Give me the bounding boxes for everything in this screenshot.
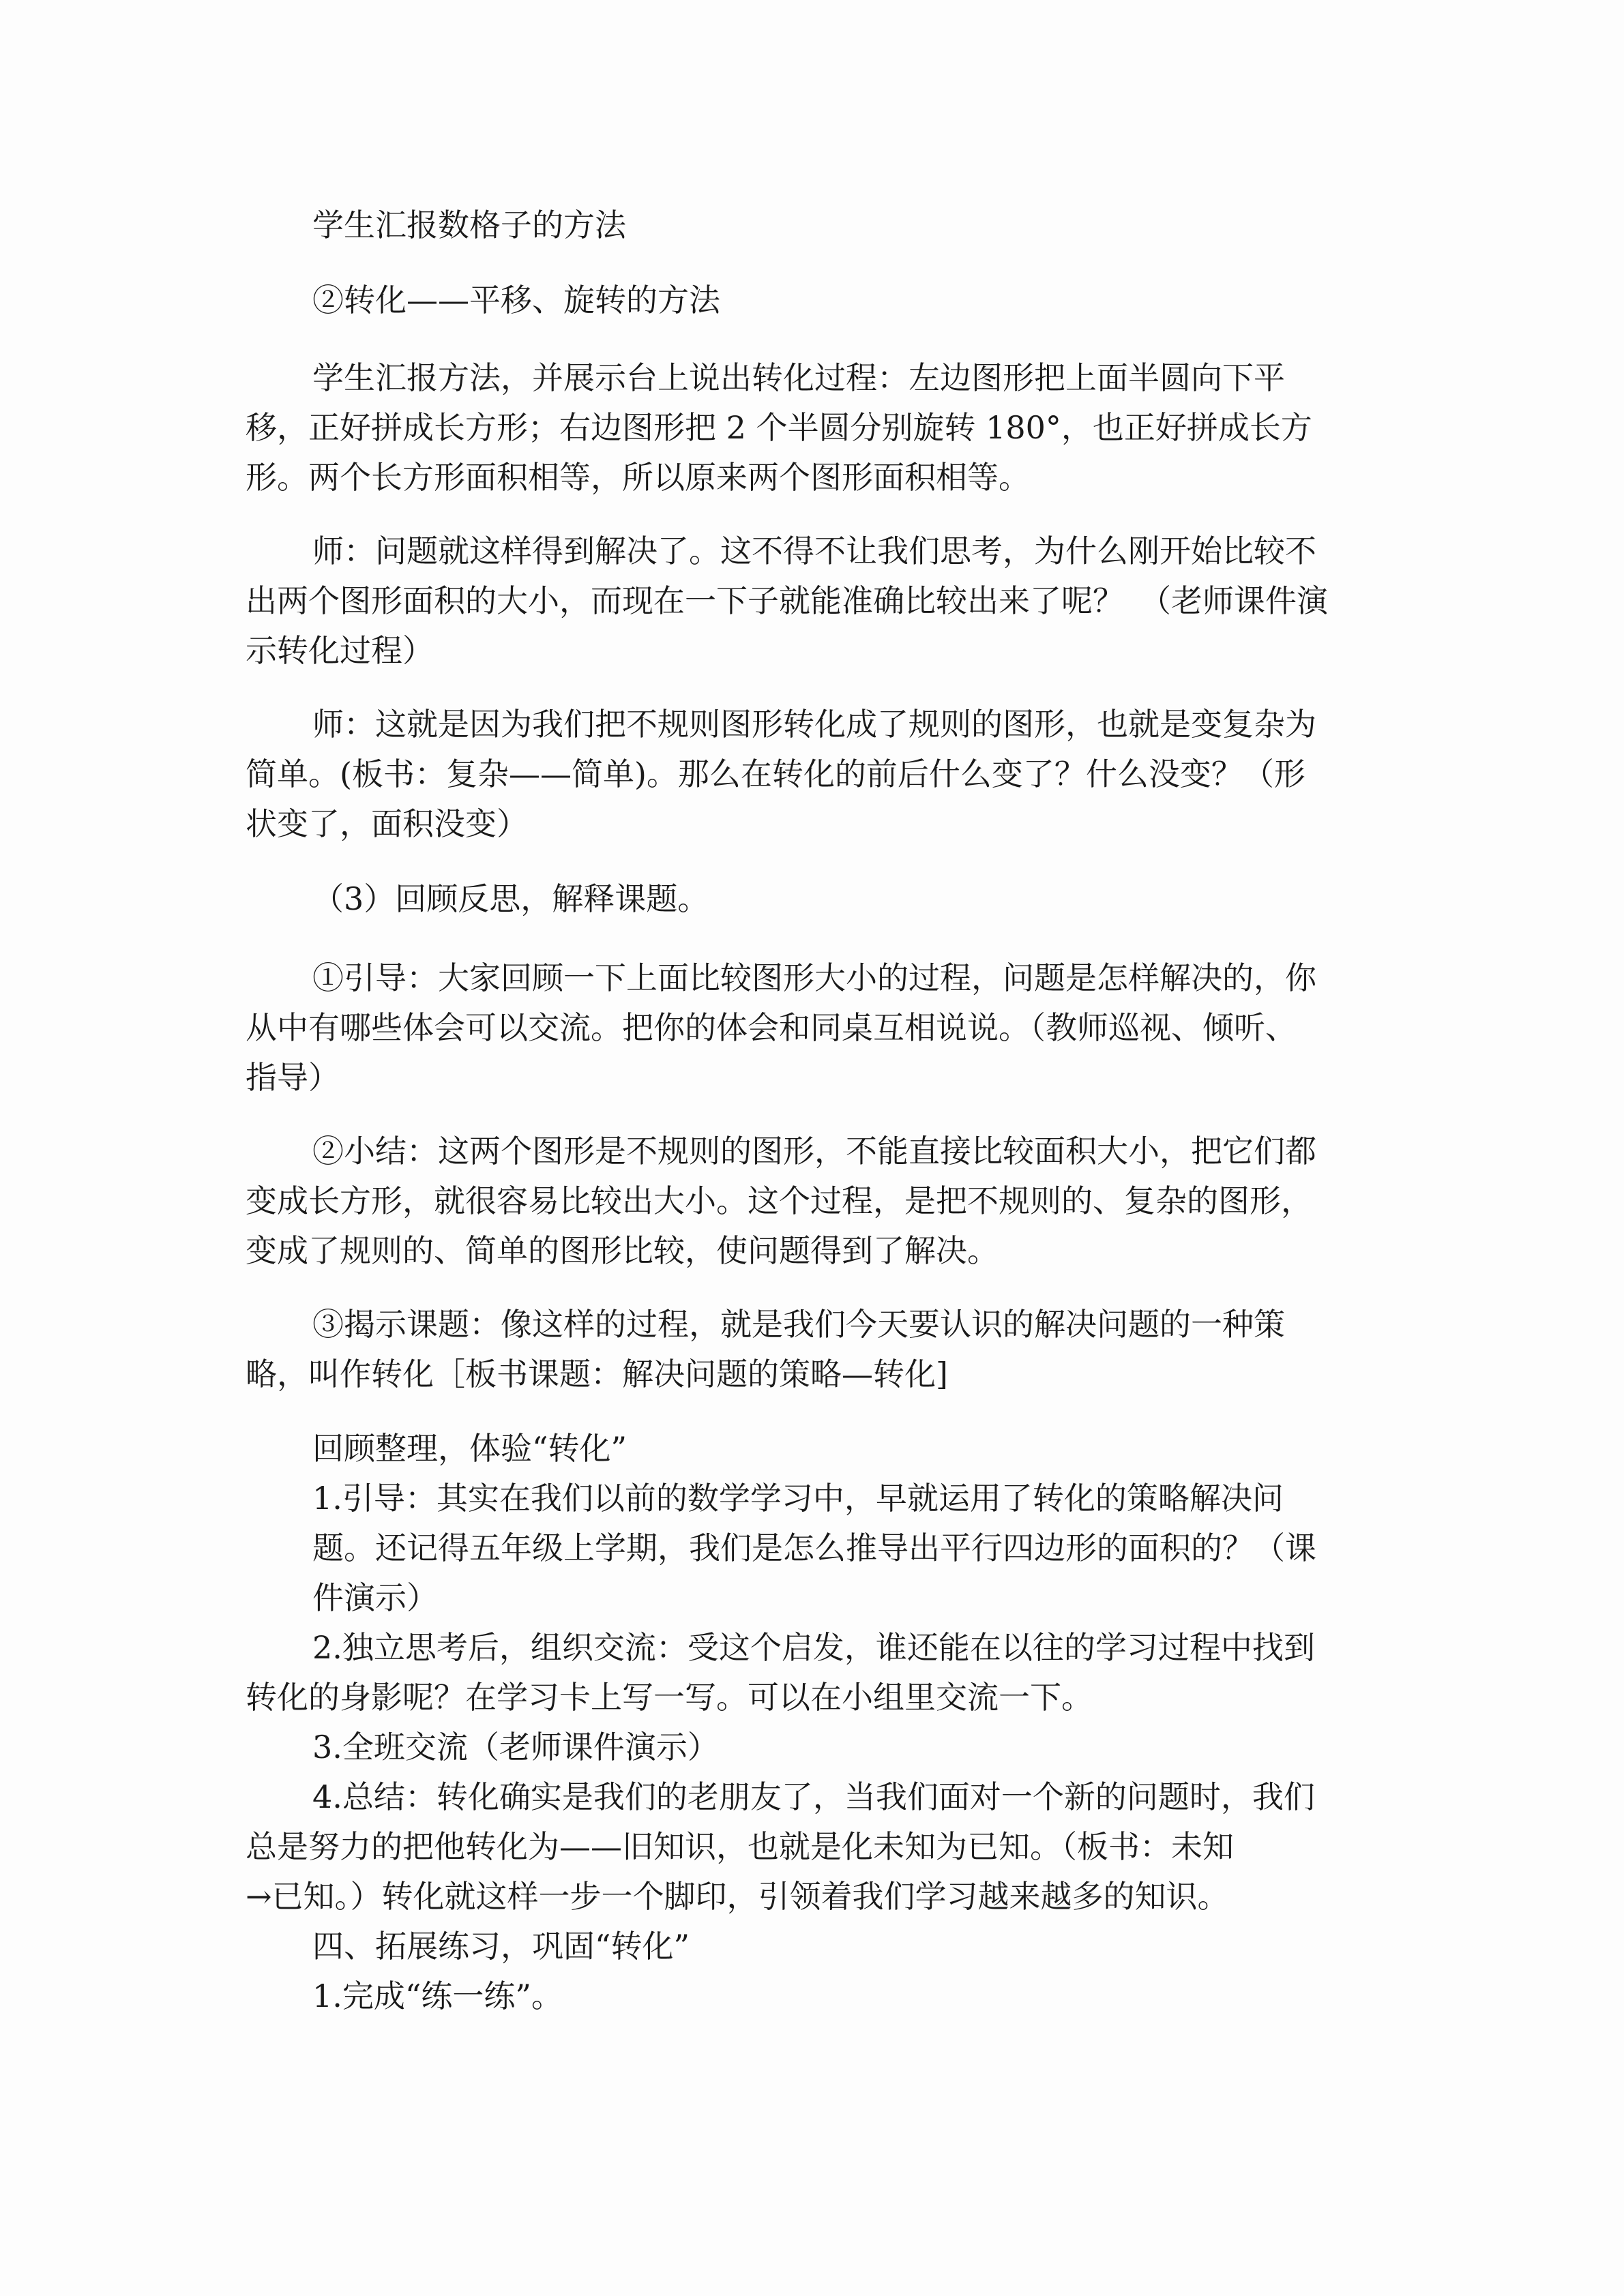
text-line: 3.全班交流（老师课件演示） bbox=[312, 1729, 719, 1765]
text-line: 件演示） bbox=[312, 1579, 438, 1616]
list-item-2 bbox=[246, 1623, 1378, 1723]
text-line: 变成了规则的、简单的图形比较，使问题得到了解决。 bbox=[246, 1232, 999, 1269]
text-line: （3）回顾反思，解释课题。 bbox=[312, 880, 709, 917]
section-heading bbox=[312, 1424, 1445, 1474]
text-line: 出两个图形面积的大小，而现在一下子就能准确比较出来了呢？ （老师课件演 bbox=[246, 582, 1328, 619]
text-line: 指导） bbox=[246, 1059, 340, 1096]
text-line: 形。两个长方形面积相等，所以原来两个图形面积相等。 bbox=[246, 459, 1030, 496]
text-line: ②小结：这两个图形是不规则的图形，不能直接比较面积大小，把它们都 bbox=[312, 1133, 1316, 1169]
text-line: 转化的身影呢？在学习卡上写一写。可以在小组里交流一下。 bbox=[246, 1679, 1093, 1716]
text-line: 2.独立思考后，组织交流：受这个启发，谁还能在以往的学习过程中找到 bbox=[312, 1629, 1315, 1666]
paragraph-7 bbox=[246, 953, 1378, 1103]
list-item-1 bbox=[246, 1474, 1378, 1623]
text-line: 简单。(板书：复杂——简单)。那么在转化的前后什么变了？什么没变？（形 bbox=[246, 756, 1305, 792]
paragraph-5 bbox=[246, 700, 1378, 849]
paragraph-8 bbox=[246, 1127, 1378, 1276]
text-line: 4.总结：转化确实是我们的老朋友了，当我们面对一个新的问题时，我们 bbox=[312, 1778, 1315, 1815]
text-line: 师：这就是因为我们把不规则图形转化成了规则的图形，也就是变复杂为 bbox=[312, 706, 1316, 743]
text-line: ②转化——平移、旋转的方法 bbox=[312, 282, 720, 318]
paragraph-4 bbox=[246, 526, 1378, 676]
text-line: 题。还记得五年级上学期，我们是怎么推导出平行四边形的面积的？（课 bbox=[312, 1530, 1316, 1566]
paragraph-6 bbox=[312, 874, 1445, 924]
text-line: 学生汇报数格子的方法 bbox=[312, 207, 626, 243]
text-line: 师：问题就这样得到解决了。这不得不让我们思考，为什么刚开始比较不 bbox=[312, 533, 1316, 569]
text-line: 学生汇报方法，并展示台上说出转化过程：左边图形把上面半圆向下平 bbox=[312, 359, 1285, 396]
text-line: 回顾整理，体验“转化” bbox=[312, 1430, 628, 1467]
text-line: 状变了，面积没变） bbox=[246, 805, 528, 842]
paragraph-2 bbox=[312, 275, 1445, 325]
text-line: ③揭示课题：像这样的过程，就是我们今天要认识的解决问题的一种策 bbox=[312, 1306, 1285, 1343]
text-line: 从中有哪些体会可以交流。把你的体会和同桌互相说说。（教师巡视、倾听、 bbox=[246, 1009, 1297, 1046]
text-line: 略，叫作转化［板书课题：解决问题的策略—转化] bbox=[246, 1356, 948, 1392]
list-item-3 bbox=[312, 1723, 1445, 1772]
text-line: 移，正好拼成长方形；右边图形把 2 个半圆分别旋转 180°，也正好拼成长方 bbox=[246, 409, 1312, 446]
text-line: ①引导：大家回顾一下上面比较图形大小的过程，问题是怎样解决的，你 bbox=[312, 959, 1316, 996]
text-line: 变成长方形，就很容易比较出大小。这个过程，是把不规则的、复杂的图形， bbox=[246, 1182, 1312, 1219]
text-line: 示转化过程） bbox=[246, 632, 434, 669]
paragraph-3 bbox=[246, 353, 1378, 503]
paragraph-9 bbox=[246, 1300, 1378, 1399]
paragraph-1 bbox=[312, 200, 1445, 250]
text-line: 总是努力的把他转化为——旧知识，也就是化未知为已知。（板书：未知 bbox=[246, 1828, 1234, 1865]
text-line: 四、拓展练习，巩固“转化” bbox=[312, 1928, 690, 1965]
list-item-4 bbox=[246, 1772, 1378, 1922]
text-line: →已知。）转化就这样一步一个脚印，引领着我们学习越来越多的知识。 bbox=[246, 1878, 1229, 1915]
text-line: 1.完成“练一练”。 bbox=[312, 1978, 563, 2014]
section-heading bbox=[312, 1922, 1445, 1971]
list-item-5 bbox=[312, 1971, 1445, 2021]
text-line: 1.引导：其实在我们以前的数学学习中，早就运用了转化的策略解决问 bbox=[312, 1480, 1284, 1517]
